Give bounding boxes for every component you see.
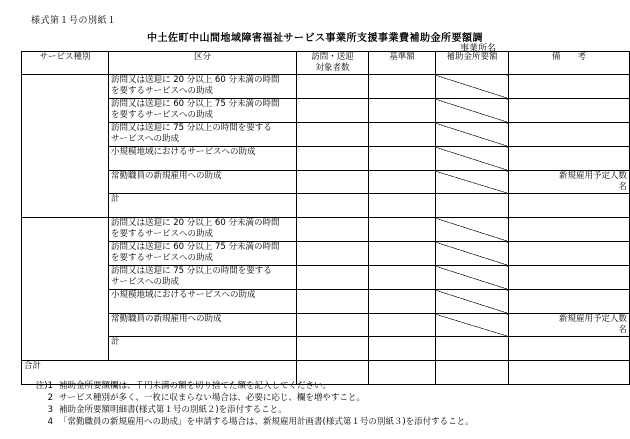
- required-amount-cell-disabled: [436, 99, 509, 123]
- category-cell: 訪問又は送迎に 20 分以上 60 分未満の時間 を要するサービスへの助成: [109, 218, 297, 242]
- subtotal-row: [22, 194, 630, 218]
- note-text: 「常勤職員の新規雇用への助成」を申請する場合は、新規雇用計画書(様式第１号の別紙３)を添付すること。: [59, 417, 474, 427]
- target-count-cell[interactable]: [297, 266, 369, 290]
- remarks-cell[interactable]: [509, 147, 630, 171]
- remarks-cell[interactable]: [509, 266, 630, 290]
- col-header-standard-amount: 基準額: [369, 52, 436, 75]
- standard-amount-cell[interactable]: [369, 123, 436, 147]
- table-row: [22, 218, 630, 242]
- required-amount-cell-disabled: [436, 171, 509, 194]
- target-count-cell[interactable]: [297, 242, 369, 266]
- form-number: 様式第１号の別紙１: [31, 16, 117, 26]
- standard-amount-cell[interactable]: [369, 99, 436, 123]
- category-cell: 訪問又は送迎に 75 分以上の時間を要する サービスへの助成: [109, 266, 297, 290]
- required-amount-cell-disabled: [436, 266, 509, 290]
- table-header-row: [22, 52, 630, 75]
- remarks-cell[interactable]: [509, 75, 630, 99]
- required-amount-cell-disabled: [436, 218, 509, 242]
- target-count-cell[interactable]: [297, 147, 369, 171]
- note-text: 補助金所要額明細書(様式第１号の別紙２)を添付すること。: [59, 405, 287, 415]
- note-item: [31, 416, 474, 428]
- subtotal-required-amount[interactable]: [436, 337, 509, 361]
- remarks-cell[interactable]: 新規雇用予定人数 名: [509, 314, 630, 337]
- category-cell: 小規模地域におけるサービスへの助成: [109, 147, 297, 171]
- note-number: 注)1: [35, 381, 53, 391]
- subtotal-target-count[interactable]: [297, 337, 369, 361]
- col-header-service-type: サービス種別: [22, 52, 109, 75]
- standard-amount-cell[interactable]: [369, 266, 436, 290]
- target-count-cell[interactable]: [297, 123, 369, 147]
- table-row: [22, 75, 630, 99]
- target-count-cell[interactable]: [297, 75, 369, 99]
- note-item: [31, 380, 474, 392]
- standard-amount-cell[interactable]: [369, 290, 436, 314]
- standard-amount-cell[interactable]: [369, 314, 436, 337]
- note-item: [31, 392, 474, 404]
- table-row: [22, 147, 630, 171]
- table-row: [22, 266, 630, 290]
- table-row: [22, 242, 630, 266]
- subtotal-row: [22, 337, 630, 361]
- subtotal-label: 計: [109, 194, 297, 218]
- required-amount-cell-disabled: [436, 314, 509, 337]
- standard-amount-cell[interactable]: [369, 242, 436, 266]
- subtotal-standard-amount[interactable]: [369, 194, 436, 218]
- note-number: 3: [47, 405, 53, 415]
- required-amount-cell-disabled: [436, 242, 509, 266]
- remarks-cell[interactable]: [509, 242, 630, 266]
- target-count-cell[interactable]: [297, 171, 369, 194]
- remarks-cell[interactable]: [509, 218, 630, 242]
- document-title: 中土佐町中山間地域障害福祉サービス事業所支援事業費補助金所要額調: [147, 33, 483, 44]
- notes: [31, 380, 474, 428]
- subtotal-target-count[interactable]: [297, 194, 369, 218]
- subtotal-remarks[interactable]: [509, 194, 630, 218]
- standard-amount-cell[interactable]: [369, 171, 436, 194]
- target-count-cell[interactable]: [297, 218, 369, 242]
- note-text: 補助金所要額欄は、千円未満の額を切り捨てた額を記入してください。: [59, 381, 332, 391]
- standard-amount-cell[interactable]: [369, 75, 436, 99]
- total-remarks[interactable]: [509, 361, 630, 385]
- subtotal-label: 計: [109, 337, 297, 361]
- category-cell: 小規模地域におけるサービスへの助成: [109, 290, 297, 314]
- remarks-cell[interactable]: [509, 99, 630, 123]
- office-name-label: 事業所名: [460, 44, 497, 54]
- category-cell: 常勤職員の新規雇用への助成: [109, 171, 297, 194]
- category-cell: 訪問又は送迎に 60 分以上 75 分未満の時間 を要するサービスへの助成: [109, 99, 297, 123]
- subtotal-standard-amount[interactable]: [369, 337, 436, 361]
- target-count-cell[interactable]: [297, 99, 369, 123]
- remarks-cell[interactable]: [509, 123, 630, 147]
- required-amount-cell-disabled: [436, 290, 509, 314]
- target-count-cell[interactable]: [297, 290, 369, 314]
- category-cell: 常勤職員の新規雇用への助成: [109, 314, 297, 337]
- subsidy-table: [21, 51, 630, 385]
- standard-amount-cell[interactable]: [369, 147, 436, 171]
- total-label: 合計: [22, 361, 297, 385]
- required-amount-cell-disabled: [436, 75, 509, 99]
- required-amount-cell-disabled: [436, 123, 509, 147]
- note-number: 2: [47, 393, 53, 403]
- note-item: [31, 404, 474, 416]
- col-header-remarks: 備 考: [509, 52, 630, 75]
- note-number: 4: [47, 417, 53, 427]
- subtotal-required-amount[interactable]: [436, 194, 509, 218]
- service-type-cell[interactable]: [22, 218, 109, 361]
- target-count-cell[interactable]: [297, 314, 369, 337]
- remarks-cell[interactable]: 新規雇用予定人数 名: [509, 171, 630, 194]
- col-header-required-amount: 補助金所要額: [436, 52, 509, 75]
- category-cell: 訪問又は送迎に 60 分以上 75 分未満の時間 を要するサービスへの助成: [109, 242, 297, 266]
- service-type-cell[interactable]: [22, 75, 109, 218]
- note-text: サービス種別が多く、一枚に収まらない場合は、必要に応じ、欄を増やすこと。: [59, 393, 365, 403]
- standard-amount-cell[interactable]: [369, 218, 436, 242]
- remarks-cell[interactable]: [509, 290, 630, 314]
- table-row: [22, 123, 630, 147]
- category-cell: 訪問又は送迎に 75 分以上の時間を要する サービスへの助成: [109, 123, 297, 147]
- table-row: [22, 99, 630, 123]
- col-header-category: 区分: [109, 52, 297, 75]
- required-amount-cell-disabled: [436, 147, 509, 171]
- table-row: [22, 290, 630, 314]
- subtotal-remarks[interactable]: [509, 337, 630, 361]
- col-header-target-count: 訪問・送迎 対象者数: [297, 52, 369, 75]
- category-cell: 訪問又は送迎に 20 分以上 60 分未満の時間 を要するサービスへの助成: [109, 75, 297, 99]
